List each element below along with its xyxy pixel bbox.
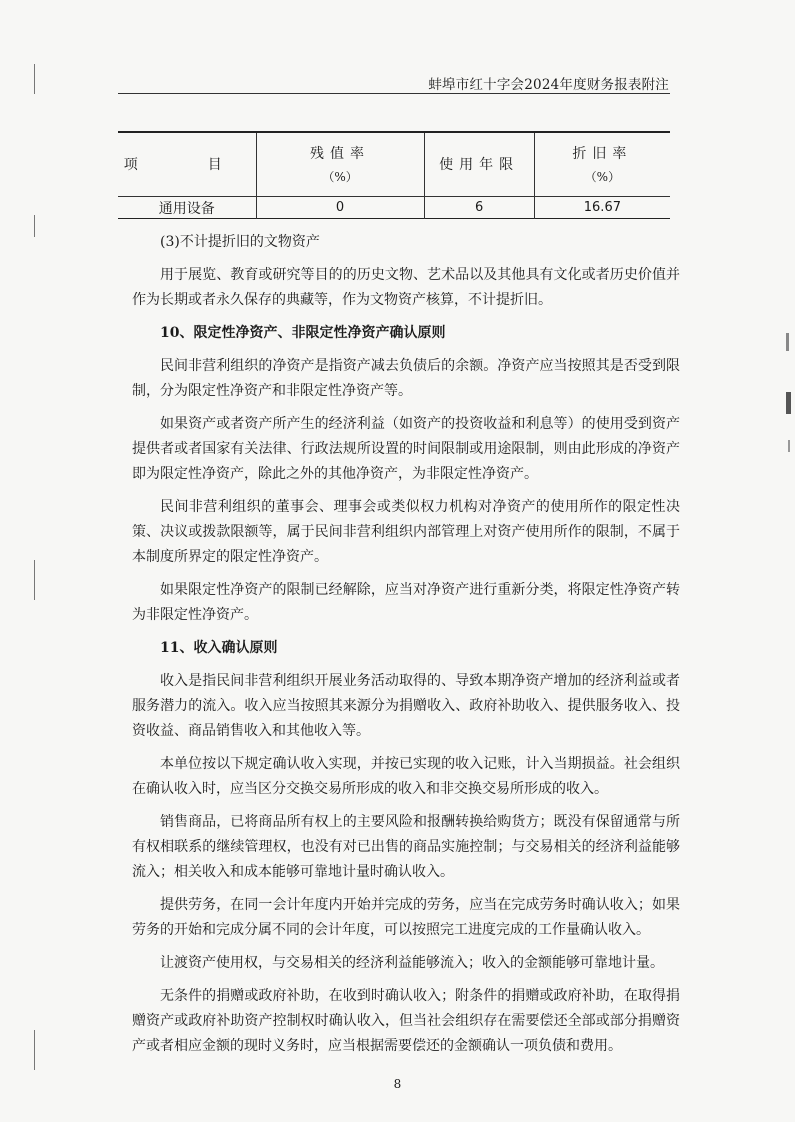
table-cell: 16.67 [534,197,670,219]
table-cell: 6 [424,197,534,219]
paragraph: 收入是指民间非营利组织开展业务活动取得的、导致本期净资产增加的经济利益或者服务潜力的流入。收入应当按照其来源分为捐赠收入、政府补助收入、提供服务收入、投资收益、商品销售收入和其他收入等。 [132,673,680,739]
page-number: 8 [393,1077,402,1091]
scan-mark [786,333,789,351]
scan-mark [34,1030,35,1070]
paragraph: 让渡资产使用权，与交易相关的经济利益能够流入；收入的金额能够可靠地计量。 [160,955,664,971]
paragraph: 销售商品，已将商品所有权上的主要风险和报酬转换给购货方；既没有保留通常与所有权相联系的继续管理权，也没有对已出售的商品实施控制；与交易相关的经济利益能够流入；相关收入和成本能够可靠地计量时确认收入。 [132,814,680,880]
paragraph: 用于展览、教育或研究等目的的历史文物、艺术品以及其他具有文化或者历史价值并作为长期或者永久保存的典藏等，作为文物资产核算，不计提折旧。 [132,267,680,308]
section-heading: 10、限定性净资产、非限定性净资产确认原则 [160,325,446,341]
paragraph: 提供劳务，在同一会计年度内开始并完成的劳务，应当在完成劳务时确认收入；如果劳务的开始和完成分属不同的会计年度，可以按照完工进度完成的工作量确认收入。 [132,897,680,938]
paragraph: 如果资产或者资产所产生的经济利益（如资产的投资收益和利息等）的使用受到资产提供者或者国家有关法律、行政法规所设置的时间限制或用途限制，则由此形成的净资产即为限定性净资产，除此之外的其他净资产，为非限定性净资产。 [132,416,680,482]
document-body [132,230,680,1059]
paragraph: 如果限定性净资产的限制已经解除，应当对净资产进行重新分类，将限定性净资产转为非限定性净资产。 [132,582,680,623]
scan-mark [786,392,791,414]
header-cell-useful-life: 使用年限 [424,132,534,197]
paragraph: 无条件的捐赠或政府补助，在收到时确认收入；附条件的捐赠或政府补助，在取得捐赠资产或政府补助资产控制权时确认收入，但当社会组织存在需要偿还全部或部分捐赠资产或者相应金额的现时义务时，应当根据需要偿还的金额确认一项负债和费用。 [132,988,680,1054]
table-cell: 通用设备 [118,197,256,219]
scan-mark [34,215,35,237]
table-header-row [118,132,670,197]
table-cell: 0 [256,197,424,219]
subsection-heading: (3)不计提折旧的文物资产 [160,234,320,250]
header-rule [118,93,670,94]
section-heading: 11、收入确认原则 [160,640,278,656]
header-cell-item: 项 目 [118,132,256,197]
scan-mark [34,560,35,600]
paragraph: 民间非营利组织的净资产是指资产减去负债后的余额。净资产应当按照其是否受到限制，分为限定性净资产和非限定性净资产等。 [132,358,680,399]
header-cell-residual-rate: 残值率 （%） [256,132,424,197]
scan-mark [34,64,35,94]
table-row [118,197,670,219]
running-header: 蚌埠市红十字会2024年度财务报表附注 [428,77,669,93]
paragraph: 本单位按以下规定确认收入实现，并按已实现的收入记账，计入当期损益。社会组织在确认收入时，应当区分交换交易所形成的收入和非交换交易所形成的收入。 [132,756,680,797]
header-cell-depreciation-rate: 折旧率 （%） [534,132,670,197]
scan-mark [788,440,790,452]
depreciation-table [118,131,670,219]
paragraph: 民间非营利组织的董事会、理事会或类似权力机构对净资产的使用所作的限定性决策、决议或拨款限额等，属于民间非营利组织内部管理上对资产使用所作的限制，不属于本制度所界定的限定性净资产。 [132,499,680,565]
